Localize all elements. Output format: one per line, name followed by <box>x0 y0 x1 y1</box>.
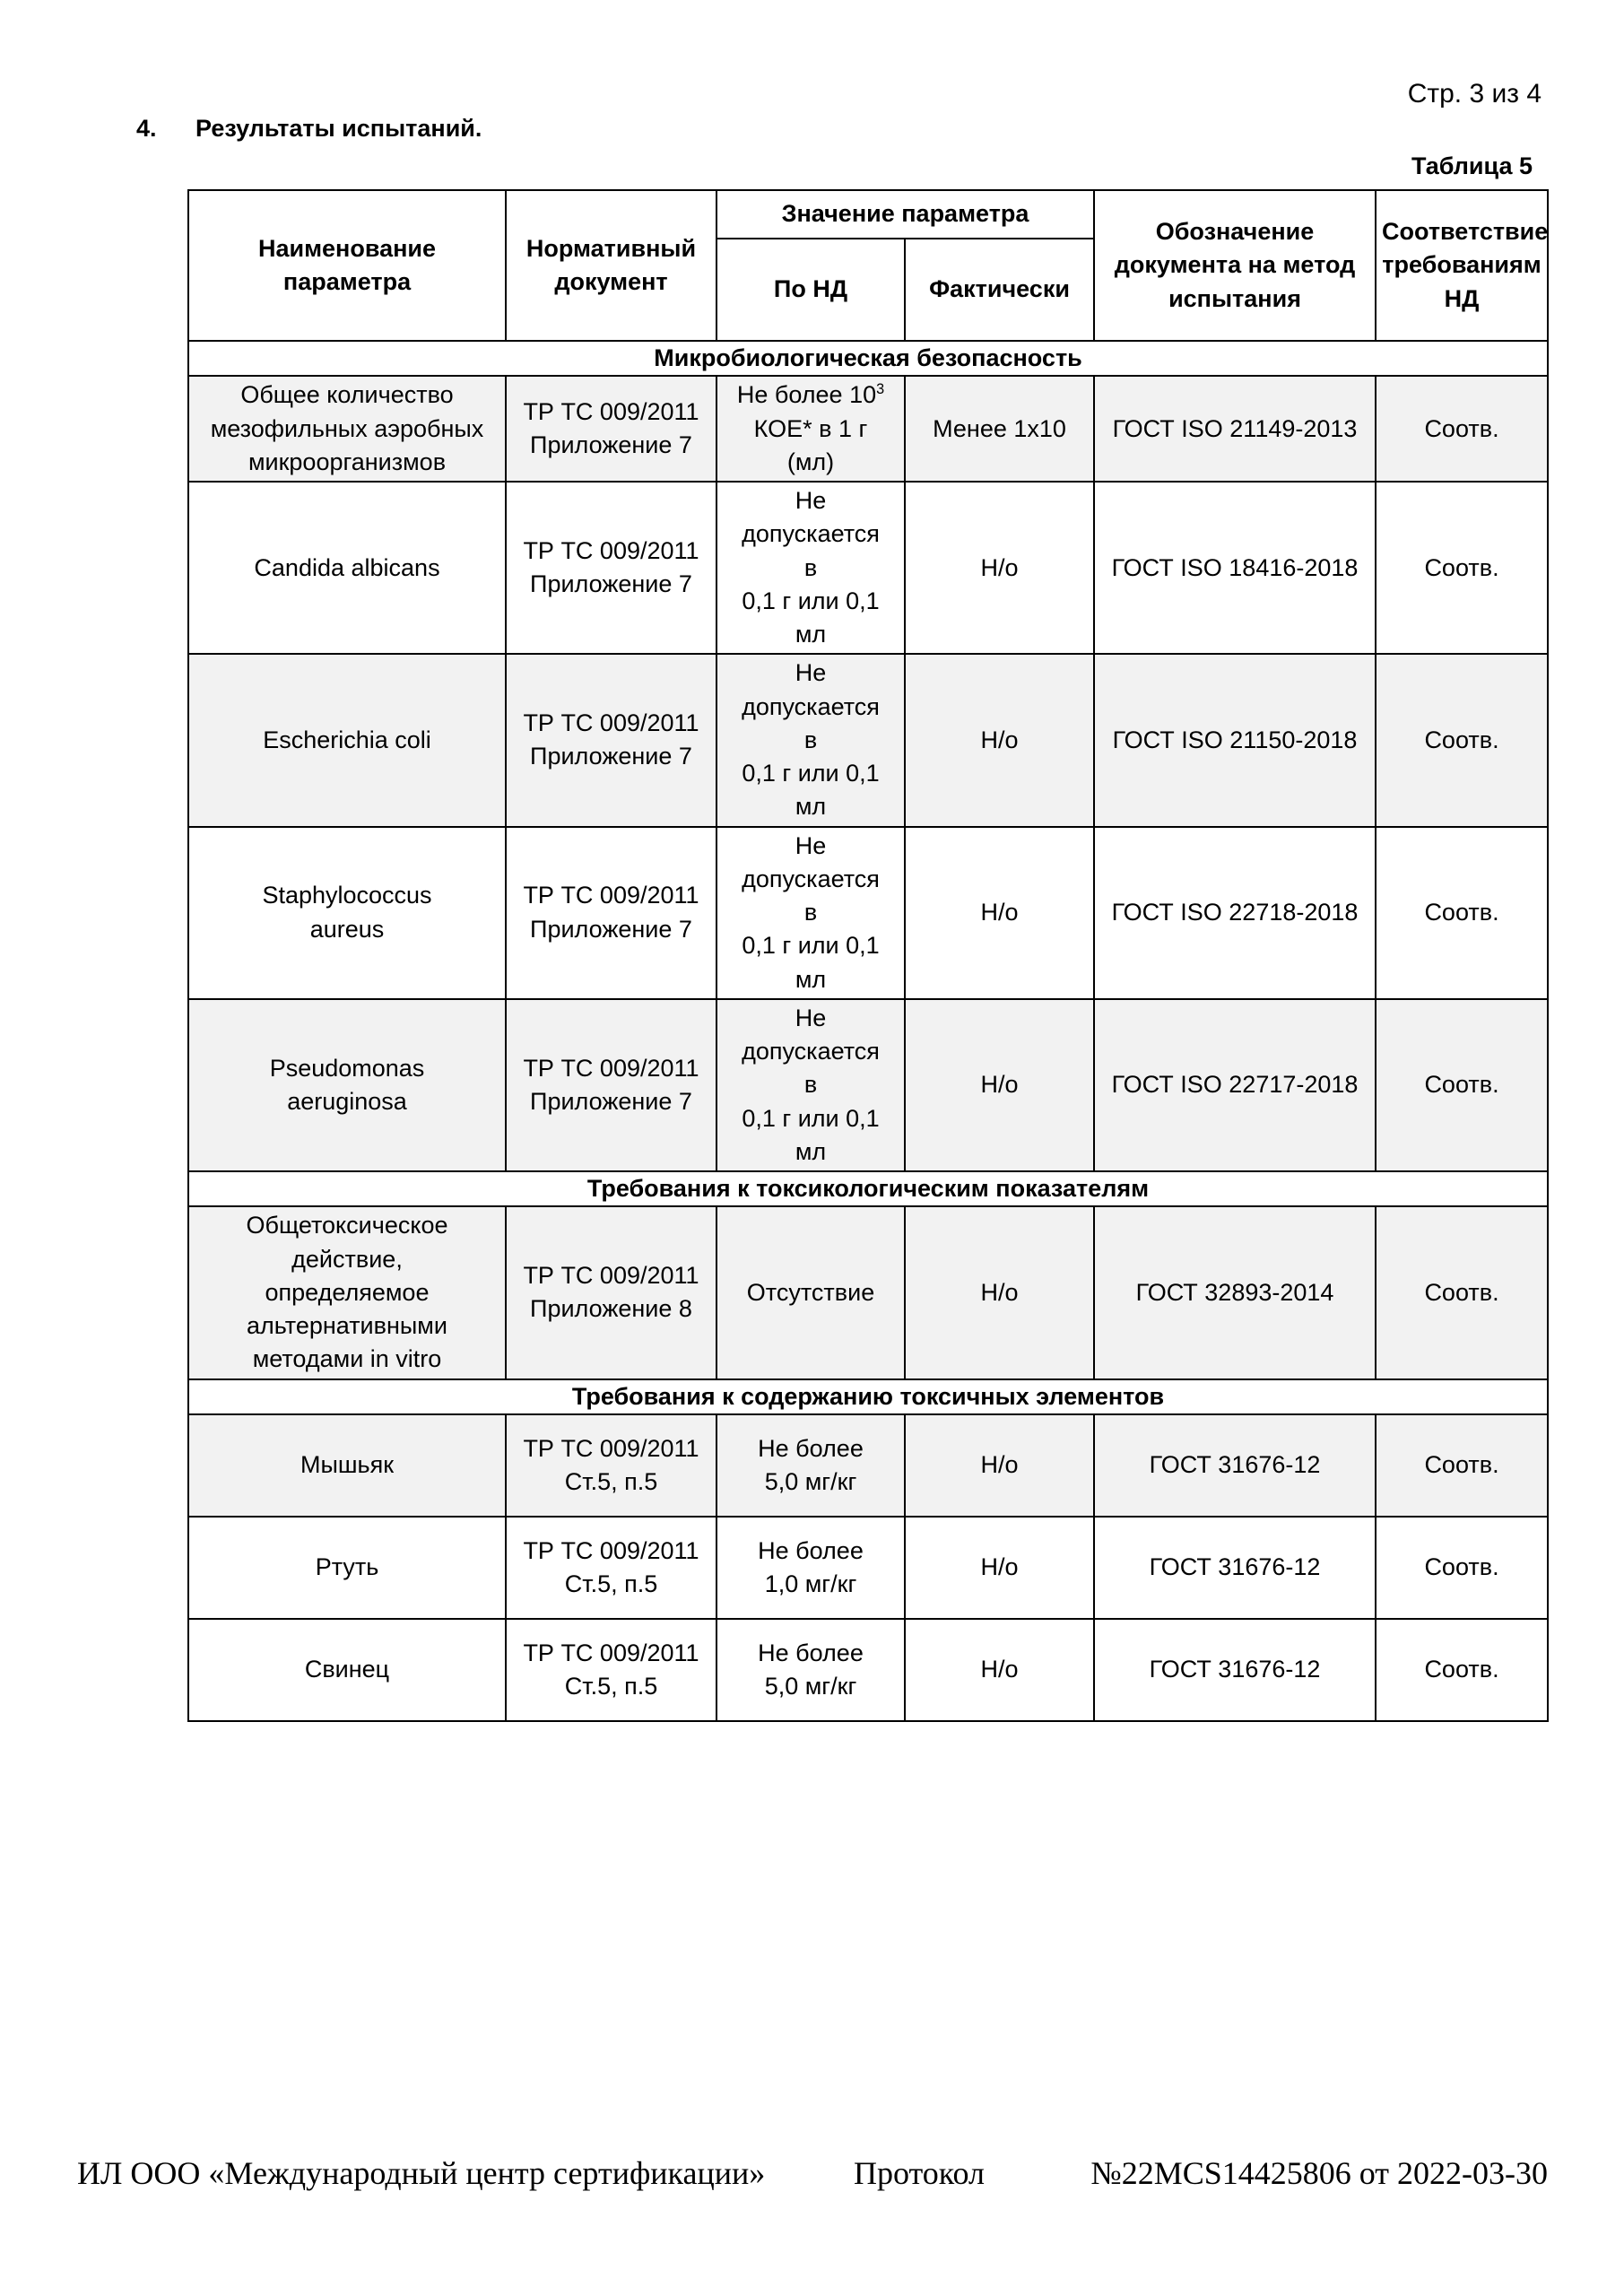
param-name: Candida albicans <box>188 482 506 654</box>
compliance: Соотв. <box>1376 1619 1548 1721</box>
table-row <box>188 1414 1548 1517</box>
param-name: Общее количество мезофильных аэробных микроорганизмов <box>188 376 506 482</box>
section-heading <box>136 115 482 143</box>
actual-value: Н/о <box>905 827 1094 999</box>
norm-doc: ТР ТС 009/2011 Приложение 7 <box>506 827 716 999</box>
compliance: Соотв. <box>1376 482 1548 654</box>
norm-doc: ТР ТС 009/2011 Приложение 7 <box>506 999 716 1171</box>
header-value-group: Значение параметра <box>716 190 1094 239</box>
header-method-doc: Обозначение документа на метод испытания <box>1094 190 1376 341</box>
footer-protocol-number: №22MCS14425806 от 2022-03-30 <box>1090 2155 1548 2191</box>
table-row <box>188 654 1548 826</box>
method-doc: ГОСТ 31676-12 <box>1094 1414 1376 1517</box>
nd-value: Не допускается в 0,1 г или 0,1 мл <box>716 654 905 826</box>
param-name: Общетоксическое действие, определяемое альтернативными методами in vitro <box>188 1206 506 1378</box>
param-name: Свинец <box>188 1619 506 1721</box>
actual-value: Н/о <box>905 999 1094 1171</box>
header-row <box>188 190 1548 239</box>
nd-value: Не более 5,0 мг/кг <box>716 1619 905 1721</box>
norm-doc: ТР ТС 009/2011 Приложение 8 <box>506 1206 716 1378</box>
compliance: Соотв. <box>1376 1206 1548 1378</box>
method-doc: ГОСТ 31676-12 <box>1094 1619 1376 1721</box>
method-doc: ГОСТ ISO 18416-2018 <box>1094 482 1376 654</box>
norm-doc: ТР ТС 009/2011 Приложение 7 <box>506 654 716 826</box>
norm-doc: ТР ТС 009/2011 Ст.5, п.5 <box>506 1517 716 1619</box>
header-norm-doc: Нормативный документ <box>506 190 716 341</box>
header-param-name: Наименование параметра <box>188 190 506 341</box>
compliance: Соотв. <box>1376 827 1548 999</box>
group-title: Требования к токсикологическим показателям <box>188 1171 1548 1206</box>
table-row <box>188 376 1548 482</box>
method-doc: ГОСТ ISO 21150-2018 <box>1094 654 1376 826</box>
table-row <box>188 482 1548 654</box>
table-row <box>188 1206 1548 1378</box>
nd-value: Отсутствие <box>716 1206 905 1378</box>
norm-doc: ТР ТС 009/2011 Ст.5, п.5 <box>506 1414 716 1517</box>
method-doc: ГОСТ ISO 22718-2018 <box>1094 827 1376 999</box>
param-name: Мышьяк <box>188 1414 506 1517</box>
compliance: Соотв. <box>1376 1414 1548 1517</box>
footer-protocol-label: Протокол <box>854 2155 985 2191</box>
norm-doc: ТР ТС 009/2011 Ст.5, п.5 <box>506 1619 716 1721</box>
actual-value: Н/о <box>905 1206 1094 1378</box>
actual-value: Н/о <box>905 1619 1094 1721</box>
header-by-nd: По НД <box>716 239 905 341</box>
footer-lab-name: ИЛ ООО «Международный центр сертификации» <box>77 2155 766 2191</box>
table-row <box>188 999 1548 1171</box>
group-title: Требования к содержанию токсичных элементов <box>188 1379 1548 1414</box>
compliance: Соотв. <box>1376 654 1548 826</box>
method-doc: ГОСТ ISO 21149-2013 <box>1094 376 1376 482</box>
header-actual: Фактически <box>905 239 1094 341</box>
page-footer <box>77 2154 1548 2199</box>
compliance: Соотв. <box>1376 999 1548 1171</box>
section-title: Результаты испытаний. <box>195 115 482 142</box>
nd-value: Не более 1,0 мг/кг <box>716 1517 905 1619</box>
norm-doc: ТР ТС 009/2011 Приложение 7 <box>506 482 716 654</box>
method-doc: ГОСТ ISO 22717-2018 <box>1094 999 1376 1171</box>
table-row <box>188 1517 1548 1619</box>
param-name: Escherichia coli <box>188 654 506 826</box>
group-title: Микробиологическая безопасность <box>188 341 1548 376</box>
section-number: 4. <box>136 115 157 142</box>
table-row <box>188 827 1548 999</box>
actual-value: Н/о <box>905 482 1094 654</box>
header-compliance: Соответствие требованиям НД <box>1376 190 1548 341</box>
actual-value: Н/о <box>905 1517 1094 1619</box>
group-row-elements <box>188 1379 1548 1414</box>
param-name: Ртуть <box>188 1517 506 1619</box>
nd-value: Не допускается в 0,1 г или 0,1 мл <box>716 482 905 654</box>
actual-value: Н/о <box>905 654 1094 826</box>
actual-value: Менее 1х10 <box>905 376 1094 482</box>
nd-value: Не более $10^3$ КОЕ* в 1 г (мл) <box>716 376 905 482</box>
param-name: Pseudomonas aeruginosa <box>188 999 506 1171</box>
table-caption: Таблица 5 <box>1411 152 1533 179</box>
param-name: Staphylococcus aureus <box>188 827 506 999</box>
nd-value: Не допускается в 0,1 г или 0,1 мл <box>716 999 905 1171</box>
results-table <box>187 189 1549 1722</box>
actual-value: Н/о <box>905 1414 1094 1517</box>
compliance: Соотв. <box>1376 376 1548 482</box>
norm-doc: ТР ТС 009/2011 Приложение 7 <box>506 376 716 482</box>
nd-value: Не более 5,0 мг/кг <box>716 1414 905 1517</box>
nd-value: Не допускается в 0,1 г или 0,1 мл <box>716 827 905 999</box>
group-row-micro <box>188 341 1548 376</box>
page-number: Стр. 3 из 4 <box>1407 79 1541 109</box>
compliance: Соотв. <box>1376 1517 1548 1619</box>
table-row <box>188 1619 1548 1721</box>
method-doc: ГОСТ 31676-12 <box>1094 1517 1376 1619</box>
method-doc: ГОСТ 32893-2014 <box>1094 1206 1376 1378</box>
group-row-tox <box>188 1171 1548 1206</box>
